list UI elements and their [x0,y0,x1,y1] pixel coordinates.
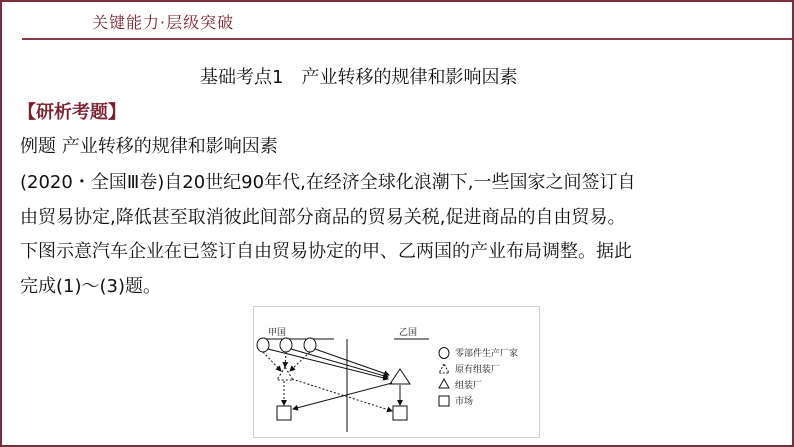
header-title: 关键能力·层级突破 [92,13,235,32]
country-b-label: 乙国 [399,328,418,338]
product-flow-old [292,379,392,411]
legend-label: 组装厂 [455,381,483,391]
section-tag: 【研析考题】 [18,102,126,123]
legend-dashed-triangle-icon [439,364,449,373]
parts-flow-new [291,349,388,377]
legend-circle-icon [439,348,449,359]
parts-factory-icon [280,338,292,352]
parts-factory-icon [304,338,316,352]
question-text-line: 完成(1)～(3)题。 [20,276,161,297]
legend-triangle-icon [439,379,449,388]
legend-label: 原有组装厂 [455,365,501,375]
assembly-plant-icon [390,369,410,384]
question-text-line: (2020・全国Ⅲ卷)自20世纪90年代,在经济全球化浪潮下,一些国家之间签订自 [20,172,636,193]
question-text-line: 由贸易协定,降低甚至取消彼此间部分商品的贸易关税,促进商品的自由贸易。 [20,207,626,228]
industry-layout-figure [253,306,540,438]
country-a-label: 甲国 [268,328,287,338]
header-divider [22,38,792,40]
parts-factory-icon [257,338,269,352]
market-a-icon [277,406,291,420]
parts-flow-old [263,352,281,371]
question-title: 例题 产业转移的规律和影响因素 [20,136,278,157]
parts-flow-new [315,349,389,375]
legend-label: 零部件生产厂家 [455,349,519,359]
legend-square-icon [439,396,449,406]
point-title: 基础考点1 产业转移的规律和影响因素 [200,67,518,88]
question-text-line: 下图示意汽车企业在已签订自由贸易协定的甲、乙两国的产业布局调整。据此 [20,241,632,262]
product-flow-new [293,383,392,409]
market-b-icon [393,406,407,420]
layout-diagram [254,307,539,437]
legend-label: 市场 [455,397,474,407]
parts-flow-old [285,352,286,367]
original-assembly-plant-icon [277,367,293,380]
